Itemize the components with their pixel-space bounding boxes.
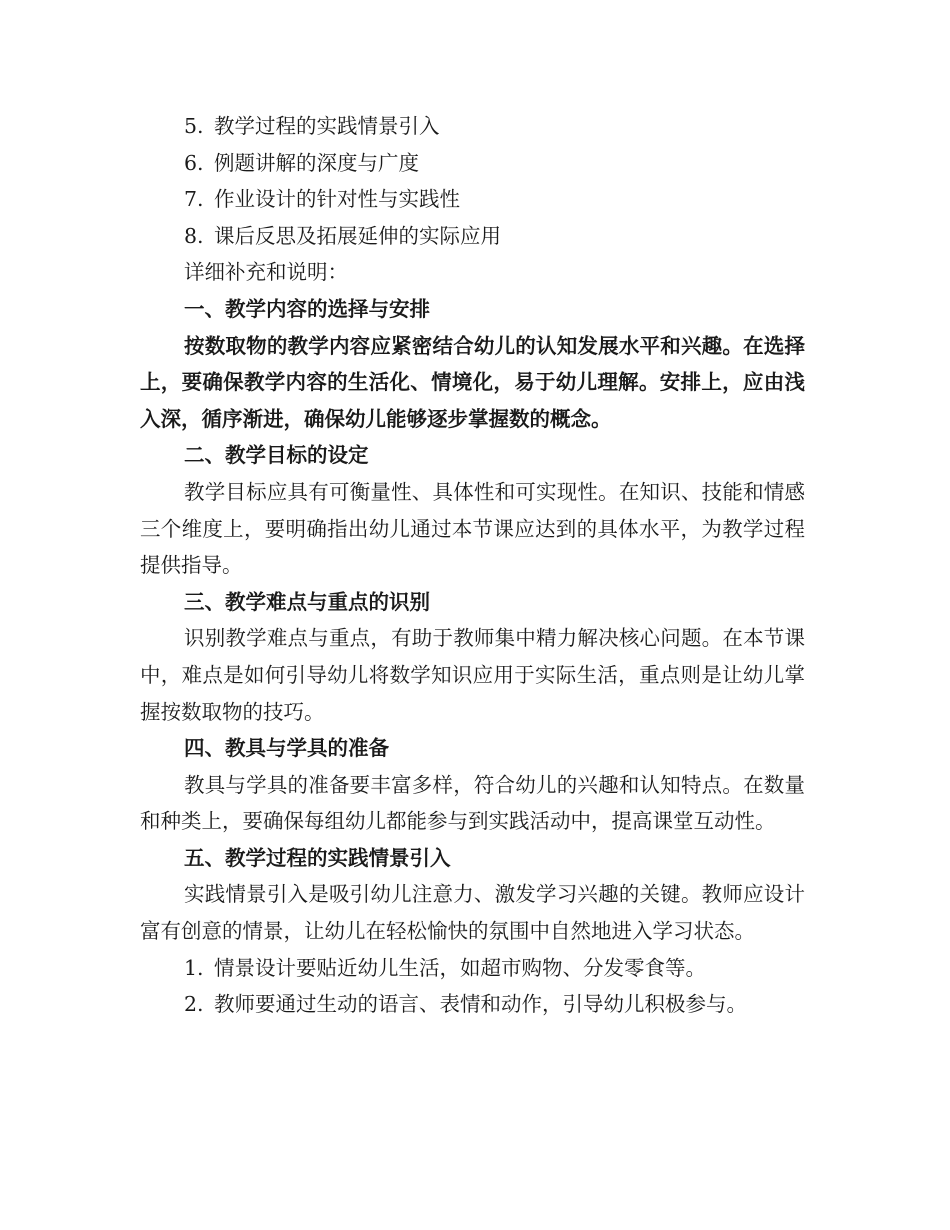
- section-body-5: 实践情景引入是吸引幼儿注意力、激发学习兴趣的关键。教师应设计富有创意的情景，让幼儿在轻松愉快的氛围中自然地进入学习状态。: [140, 882, 805, 944]
- list-item: [140, 950, 805, 987]
- list-item: [140, 218, 805, 255]
- section-heading-1: 一、教学内容的选择与安排: [184, 296, 430, 321]
- list-number: 2.: [184, 992, 204, 1017]
- intro-list: [140, 108, 805, 254]
- list-item: [140, 145, 805, 182]
- list-number: 5.: [184, 114, 204, 138]
- list-number: 1.: [184, 955, 204, 980]
- supplement-label: 详细补充和说明：: [184, 260, 348, 285]
- list-text: 作业设计的针对性与实践性: [214, 187, 460, 212]
- section-heading-5: 五、教学过程的实践情景引入: [184, 845, 451, 870]
- section-heading-2: 二、教学目标的设定: [184, 443, 369, 468]
- section-body-2: 教学目标应具有可衡量性、具体性和可实现性。在知识、技能和情感三个维度上，要明确指出幼儿通过本节课应达到的具体水平，为教学过程提供指导。: [140, 479, 805, 578]
- final-list: [140, 950, 805, 1023]
- section-body-3: 识别教学难点与重点，有助于教师集中精力解决核心问题。在本节课中，难点是如何引导幼儿将数学知识应用于实际生活，重点则是让幼儿掌握按数取物的技巧。: [140, 626, 805, 724]
- list-item: [140, 181, 805, 218]
- document-page: [140, 108, 805, 1023]
- list-text: 课后反思及拓展延伸的实际应用: [214, 223, 501, 248]
- section-body-4: 教具与学具的准备要丰富多样，符合幼儿的兴趣和认知特点。在数量和种类上，要确保每组幼儿都能参与到实践活动中，提高课堂互动性。: [140, 772, 805, 834]
- list-number: 6.: [184, 150, 204, 175]
- list-text: 情景设计要贴近幼儿生活，如超市购物、分发零食等。: [214, 955, 706, 980]
- section-body-1: 按数取物的教学内容应紧密结合幼儿的认知发展水平和兴趣。在选择上，要确保教学内容的生活化、情境化，易于幼儿理解。安排上，应由浅入深，循序渐进，确保幼儿能够逐步掌握数的概念。: [140, 333, 805, 431]
- list-text: 教学过程的实践情景引入: [214, 114, 440, 138]
- list-item: [140, 108, 805, 145]
- section-heading-4: 四、教具与学具的准备: [184, 736, 389, 761]
- list-number: 7.: [184, 187, 204, 212]
- list-text: 例题讲解的深度与广度: [214, 150, 419, 175]
- section-heading-3: 三、教学难点与重点的识别: [184, 589, 430, 614]
- list-number: 8.: [184, 223, 204, 248]
- list-text: 教师要通过生动的语言、表情和动作，引导幼儿积极参与。: [214, 992, 747, 1017]
- list-item: [140, 986, 805, 1023]
